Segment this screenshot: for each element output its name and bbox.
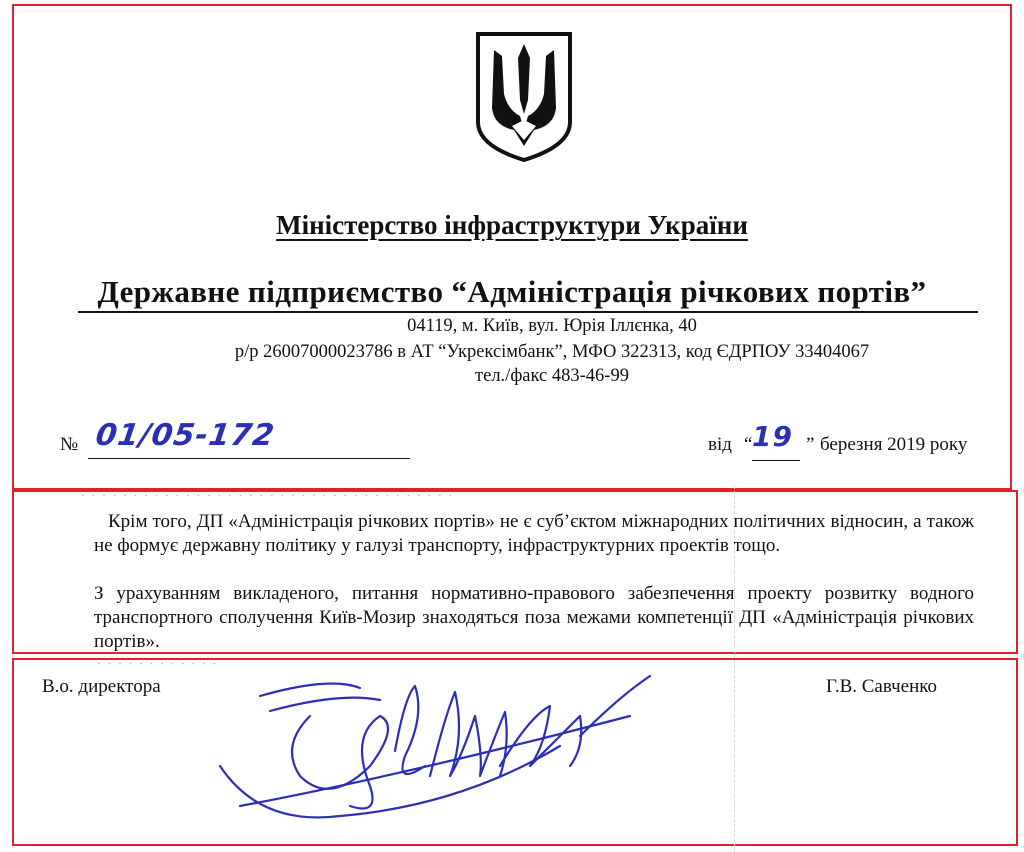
enterprise-underline <box>78 311 978 313</box>
date-prefix: від <box>708 434 732 455</box>
document-number-label: № <box>60 434 79 455</box>
date-month-year: березня 2019 року <box>820 434 968 455</box>
handwritten-signature <box>200 656 670 846</box>
date-quote-open: “ <box>744 434 753 455</box>
trident-coat-of-arms-icon <box>474 30 574 164</box>
date-quote-close: ” <box>806 434 815 455</box>
date-day-line <box>752 460 800 461</box>
bleed-through-text: · · · · · · · · · · · · · · · · · · · · · · · · · · · · · · · · · · · · <box>80 486 454 496</box>
address-line: 04119, м. Київ, вул. Юрія Іллєнка, 40 <box>407 316 697 336</box>
bleed-through-text-lower: · · · · · · · · · · · · <box>96 654 218 664</box>
document-number-line <box>88 458 410 459</box>
document-number-handwritten: 01/05-172 <box>93 418 277 453</box>
date-day-handwritten: 19 <box>752 420 793 453</box>
signatory-role: В.о. директора <box>42 676 161 697</box>
body-paragraph-2: З урахуванням викладеного, питання нормативно-правового забезпечення проекту розвитку водного транспортного сполучення Київ-Мозир знаходяться поза межами компетенції ДП «Адміністрація річкових портів». <box>94 583 974 652</box>
signatory-name: Г.В. Савченко <box>826 676 938 697</box>
phone-fax-line: тел./факс 483-46-99 <box>475 366 629 386</box>
enterprise-title: Державне підприємство “Адміністрація річкових портів” <box>97 274 927 309</box>
body-paragraph-1: Крім того, ДП «Адміністрація річкових портів» не є суб’єктом міжнародних політичних відносин, а також не формує державну політику у галузі транспорту, інфраструктурних проектів тощо. <box>94 511 974 556</box>
bank-details-line: р/р 26007000023786 в АТ “Укрексімбанк”, МФО 322313, код ЄДРПОУ 33404067 <box>234 342 870 362</box>
ministry-title: Міністерство інфраструктури України <box>276 210 748 240</box>
